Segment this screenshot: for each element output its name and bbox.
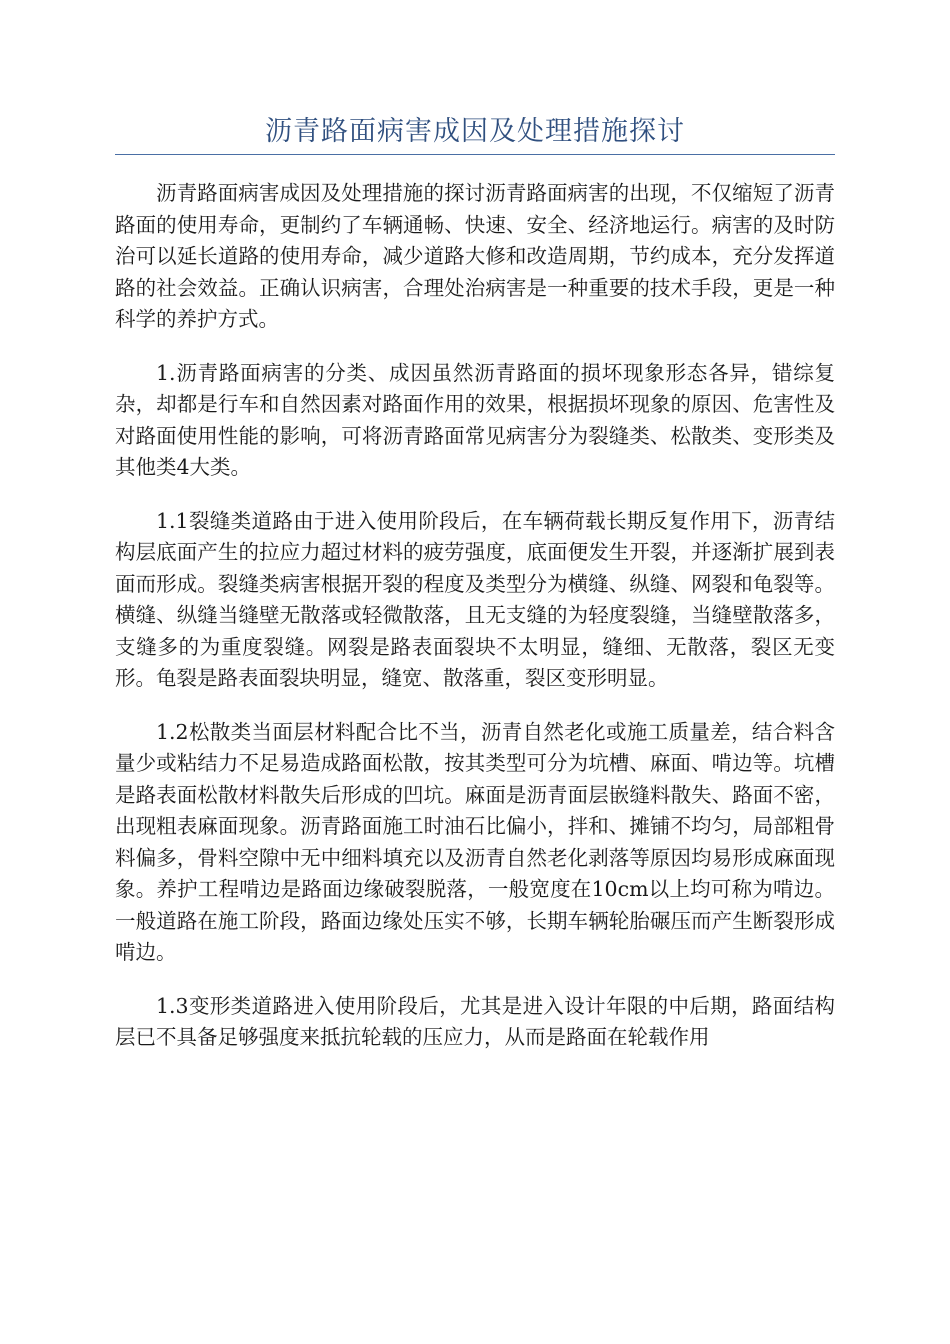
paragraph-section-1-3: 1.3变形类道路进入使用阶段后，尤其是进入设计年限的中后期，路面结构层已不具备足够强度来抵抗轮载的压应力，从而是路面在轮载作用 [115, 993, 835, 1049]
document-body [115, 178, 835, 1076]
paragraph-section-1-2: 1.2松散类当面层材料配合比不当，沥青自然老化或施工质量差，结合料含量少或粘结力不足易造成路面松散，按其类型可分为坑槽、麻面、啃边等。坑槽是路表面松散材料散失后形成的凹坑。麻面是沥青面层嵌缝料散失、路面不密，出现粗表麻面现象。沥青路面施工时油石比偏小，拌和、摊铺不均匀，局部粗骨料偏多，骨料空隙中无中细料填充以及沥青自然老化剥落等原因均易形成麻面现象。养护工程啃边是路面边缘破裂脱落，一般宽度在10cm以上均可称为啃边。一般道路在施工阶段，路面边缘处压实不够，长期车辆轮胎碾压而产生断裂形成啃边。 [115, 719, 835, 964]
document-title: 沥青路面病害成因及处理措施探讨 [265, 116, 685, 147]
paragraph-section-1: 1.沥青路面病害的分类、成因虽然沥青路面的损坏现象形态各异，错综复杂，却都是行车和自然因素对路面作用的效果，根据损坏现象的原因、危害性及对路面使用性能的影响，可将沥青路面常见病害分为裂缝类、松散类、变形类及其他类4大类。 [115, 360, 835, 479]
paragraph-intro: 沥青路面病害成因及处理措施的探讨沥青路面病害的出现，不仅缩短了沥青路面的使用寿命，更制约了车辆通畅、快速、安全、经济地运行。病害的及时防治可以延长道路的使用寿命，减少道路大修和改造周期，节约成本，充分发挥道路的社会效益。正确认识病害，合理处治病害是一种重要的技术手段，更是一种科学的养护方式。 [115, 181, 835, 331]
paragraph-section-1-1: 1.1裂缝类道路由于进入使用阶段后，在车辆荷载长期反复作用下，沥青结构层底面产生的拉应力超过材料的疲劳强度，底面便发生开裂，并逐渐扩展到表面而形成。裂缝类病害根据开裂的程度及类型分为横缝、纵缝、网裂和龟裂等。横缝、纵缝当缝壁无散落或轻微散落，且无支缝的为轻度裂缝，当缝壁散落多，支缝多的为重度裂缝。网裂是路表面裂块不太明显，缝细、无散落，裂区无变形。龟裂是路表面裂块明显，缝宽、散落重，裂区变形明显。 [115, 508, 835, 690]
title-underline [115, 154, 835, 155]
